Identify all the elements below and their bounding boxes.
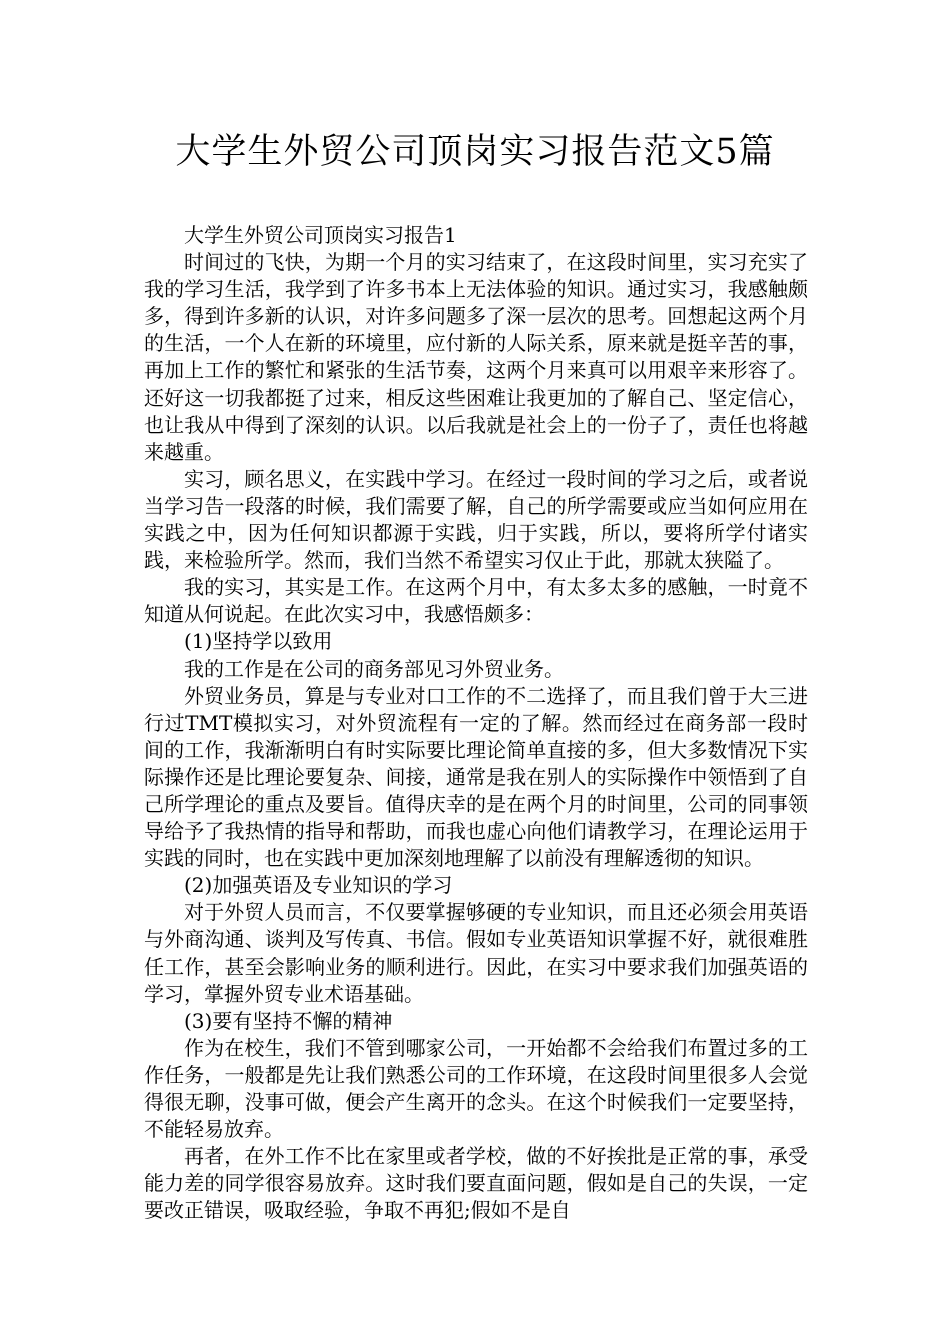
- paragraph: 时间过的飞快，为期一个月的实习结束了，在这段时间里，实习充实了我的学习生活，我学到了许多书本上无法体验的知识。通过实习，我感触颇多，得到许多新的认识，对许多问题多了深一层次的思考。回想起这两个月的生活，一个人在新的环境里，应付新的人际关系，原来就是挺辛苦的事，再加上工作的繁忙和紧张的生活节奏，这两个月来真可以用艰辛来形容了。还好这一切我都挺了过来，相反这些困难让我更加的了解自己、坚定信心，也让我从中得到了深刻的认识。以后我就是社会上的一份子了，责任也将越来越重。: [144, 250, 808, 464]
- paragraph: 再者，在外工作不比在家里或者学校，做的不好挨批是正常的事，承受能力差的同学很容易放弃。这时我们要直面问题，假如是自己的失误，一定要改正错误，吸取经验，争取不再犯;假如不是自: [144, 1144, 808, 1223]
- paragraph: 对于外贸人员而言，不仅要掌握够硬的专业知识，而且还必须会用英语与外商沟通、谈判及写传真、书信。假如专业英语知识掌握不好，就很难胜任工作，甚至会影响业务的顺利进行。因此，在实习中要求我们加强英语的学习，掌握外贸专业术语基础。: [144, 900, 808, 1006]
- paragraph: 我的工作是在公司的商务部见习外贸业务。: [184, 656, 564, 681]
- subheading: (1)坚持学以致用: [184, 629, 333, 654]
- paragraph: 我的实习，其实是工作。在这两个月中，有太多太多的感触，一时竟不知道从何说起。在此次实习中，我感悟颇多：: [144, 575, 808, 627]
- subheading: (3)要有坚持不懈的精神: [184, 1008, 393, 1033]
- subheading: (2)加强英语及专业知识的学习: [184, 873, 453, 898]
- document-body: [144, 222, 808, 1224]
- section-heading: 大学生外贸公司顶岗实习报告1: [184, 223, 457, 247]
- paragraph: 作为在校生，我们不管到哪家公司，一开始都不会给我们布置过多的工作任务，一般都是先让我们熟悉公司的工作环境，在这段时间里很多人会觉得很无聊，没事可做，便会产生离开的念头。在这个时候我们一定要坚持，不能轻易放弃。: [144, 1035, 808, 1142]
- document-title: 大学生外贸公司顶岗实习报告范文5篇: [175, 132, 775, 172]
- paragraph: 实习，顾名思义，在实践中学习。在经过一段时间的学习之后，或者说当学习告一段落的时候，我们需要了解，自己的所学需要或应当如何应用在实践之中，因为任何知识都源于实践，归于实践，所以，要将所学付诸实践，来检验所学。然而，我们当然不希望实习仅止于此，那就太狭隘了。: [144, 466, 808, 573]
- paragraph: 外贸业务员，算是与专业对口工作的不二选择了，而且我们曾于大三进行过TMT模拟实习，对外贸流程有一定的了解。然而经过在商务部一段时间的工作，我渐渐明白有时实际要比理论简单直接的多，但大多数情况下实际操作还是比理论要复杂、间接，通常是我在别人的实际操作中领悟到了自己所学理论的重点及要旨。值得庆幸的是在两个月的时间里，公司的同事领导给予了我热情的指导和帮助，而我也虚心向他们请教学习，在理论运用于实践的同时，也在实践中更加深刻地理解了以前没有理解透彻的知识。: [144, 683, 808, 871]
